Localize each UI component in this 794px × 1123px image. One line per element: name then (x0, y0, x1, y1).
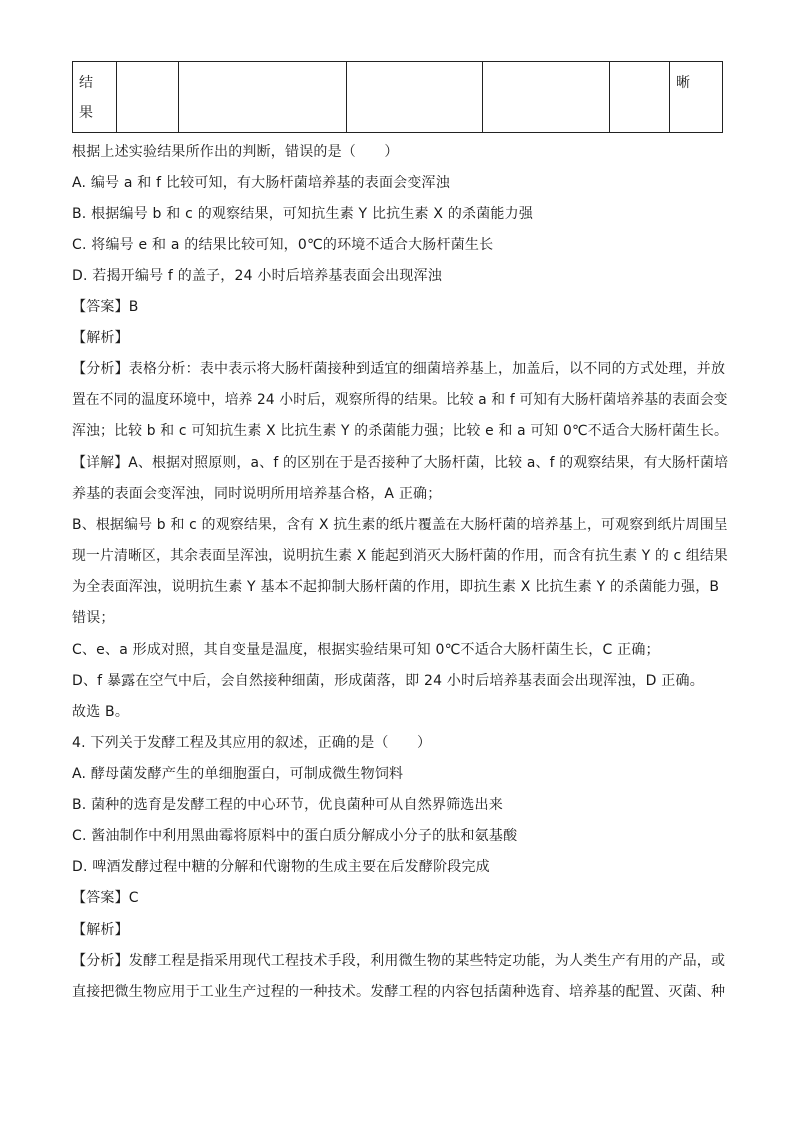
detail-paragraph: 养基的表面会变浑浊，同时说明所用培养基合格，A 正确； (72, 486, 442, 502)
table-cell (117, 62, 179, 133)
table-cell (179, 62, 347, 133)
analysis-paragraph: 浑浊；比较 b 和 c 可知抗生素 X 比抗生素 Y 的杀菌能力强；比较 e 和 a 可知 0℃不适合大肠杆菌生长。 (72, 423, 728, 439)
detail-paragraph: 现一片清晰区，其余表面呈浑浊，说明抗生素 X 能起到消灭大肠杆菌的作用，而含有抗生素 Y 的 c 组结果 (72, 548, 728, 564)
option-d: D. 啤酒发酵过程中糖的分解和代谢物的生成主要在后发酵阶段完成 (72, 859, 490, 875)
row-label-cell (73, 62, 117, 133)
result-table (72, 61, 723, 133)
analysis-heading: 【解析】 (72, 922, 129, 938)
option-d: D. 若揭开编号 f 的盖子，24 小时后培养基表面会出现浑浊 (72, 268, 442, 284)
analysis-paragraph: 【分析】发酵工程是指采用现代工程技术手段，利用微生物的某些特定功能，为人类生产有用的产品，或 (72, 953, 726, 969)
table-cell (347, 62, 483, 133)
option-c: C. 将编号 e 和 a 的结果比较可知，0℃的环境不适合大肠杆菌生长 (72, 237, 494, 253)
cell-text: 晰 (676, 75, 690, 91)
analysis-paragraph: 直接把微生物应用于工业生产过程的一种技术。发酵工程的内容包括菌种选育、培养基的配置、灭菌、种 (72, 984, 726, 1000)
detail-paragraph: B、根据编号 b 和 c 的观察结果，含有 X 抗生素的纸片覆盖在大肠杆菌的培养基上，可观察到纸片周围呈 (72, 517, 728, 533)
analysis-paragraph: 置在不同的温度环境中，培养 24 小时后，观察所得的结果。比较 a 和 f 可知有大肠杆菌培养基的表面会变 (72, 392, 728, 408)
question-stem: 根据上述实验结果所作出的判断，错误的是（ ） (72, 144, 399, 160)
table-cell (610, 62, 670, 133)
detail-paragraph: C、e、a 形成对照，其自变量是温度，根据实验结果可知 0℃不适合大肠杆菌生长，C 正确； (72, 642, 660, 658)
option-b: B. 根据编号 b 和 c 的观察结果，可知抗生素 Y 比抗生素 X 的杀菌能力强 (72, 206, 534, 222)
analysis-paragraph: 【分析】表格分析：表中表示将大肠杆菌接种到适宜的细菌培养基上，加盖后，以不同的方式处理，并放 (72, 361, 726, 377)
table-row (73, 62, 723, 133)
option-a: A. 酵母菌发酵产生的单细胞蛋白，可制成微生物饲料 (72, 766, 404, 782)
option-a: A. 编号 a 和 f 比较可知，有大肠杆菌培养基的表面会变浑浊 (72, 175, 450, 191)
analysis-heading: 【解析】 (72, 330, 129, 346)
question-stem: 4. 下列关于发酵工程及其应用的叙述，正确的是（ ） (72, 735, 432, 751)
option-b: B. 菌种的选育是发酵工程的中心环节，优良菌种可从自然界筛选出来 (72, 797, 503, 813)
row-label-char: 结 (79, 75, 93, 91)
detail-paragraph: D、f 暴露在空气中后，会自然接种细菌，形成菌落，即 24 小时后培养基表面会出现浑浊，D 正确。 (72, 673, 704, 689)
conclusion: 故选 B。 (72, 704, 130, 720)
detail-paragraph: 【详解】A、根据对照原则，a、f 的区别在于是否接种了大肠杆菌，比较 a、f 的观察结果，有大肠杆菌培 (72, 455, 729, 471)
answer-label: 【答案】B (72, 299, 139, 315)
answer-label: 【答案】C (72, 890, 139, 906)
table-cell (670, 62, 723, 133)
row-label-char: 果 (79, 105, 93, 121)
detail-paragraph: 为全表面浑浊，说明抗生素 Y 基本不起抑制大肠杆菌的作用，即抗生素 X 比抗生素 Y 的杀菌能力强，B (72, 579, 720, 595)
option-c: C. 酱油制作中利用黑曲霉将原料中的蛋白质分解成小分子的肽和氨基酸 (72, 828, 518, 844)
table-cell (483, 62, 610, 133)
detail-paragraph: 错误； (72, 610, 115, 626)
